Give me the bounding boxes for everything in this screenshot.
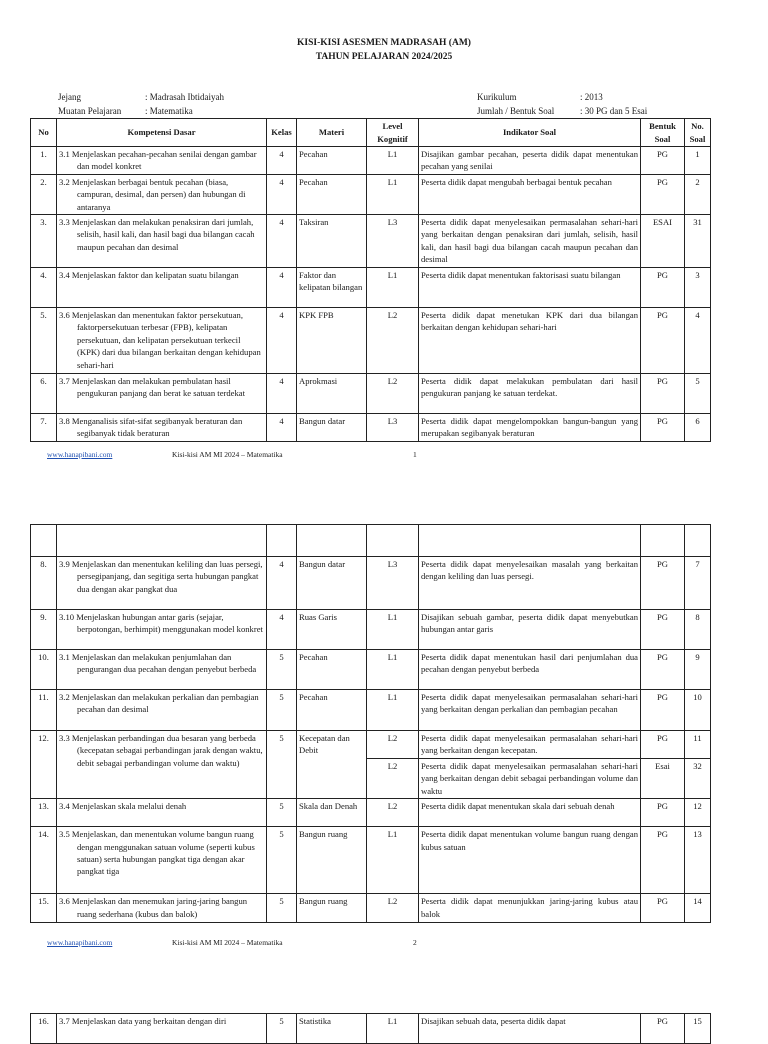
cell-nosoal: 2 bbox=[685, 174, 711, 214]
cell-no: 6. bbox=[31, 374, 57, 414]
cell-indikator: Peserta didik dapat menentukan faktorisasi suatu bilangan bbox=[419, 268, 641, 308]
cell-level: L1 bbox=[367, 174, 419, 214]
table-row bbox=[31, 1014, 711, 1044]
cell-materi: Pecahan bbox=[297, 650, 367, 690]
cell-bentuk: PG bbox=[641, 690, 685, 731]
cell-kelas: 5 bbox=[267, 731, 297, 799]
cell-kelas: 5 bbox=[267, 799, 297, 827]
table-row bbox=[31, 610, 711, 650]
table-row bbox=[31, 174, 711, 214]
cell-kd: 3.6 Menjelaskan dan menentukan faktor persekutuan, faktorpersekutuan terbesar (FPB), kelipatan persekutuan, dan kelipatan persekutuan terkecil (KPK) dari dua bilangan berkaitan dengan kehidupan sehari-hari bbox=[57, 308, 267, 374]
cell-bentuk: PG bbox=[641, 650, 685, 690]
cell-indikator: Peserta didik dapat mengelompokkan bangun-bangun yang merupakan segibanyak beraturan bbox=[419, 414, 641, 442]
cell-nosoal: 15 bbox=[685, 1014, 711, 1044]
footer-page-number: 1 bbox=[413, 450, 417, 459]
cell-kd: 3.4 Menjelaskan faktor dan kelipatan suatu bilangan bbox=[57, 268, 267, 308]
cell-bentuk: PG bbox=[641, 1014, 685, 1044]
cell-kd: 3.3 Menjelaskan perbandingan dua besaran yang berbeda (kecepatan sebagai perbandingan jarak dengan waktu, debit sebagai perbandingan volume dan waktu) bbox=[57, 731, 267, 799]
cell-bentuk: PG bbox=[641, 557, 685, 610]
table-row bbox=[31, 147, 711, 175]
cell-indikator: Peserta didik dapat melakukan pembulatan dari hasil pengukuran panjang ke satuan terdekat. bbox=[419, 374, 641, 414]
cell-kelas: 5 bbox=[267, 650, 297, 690]
cell-kd: 3.5 Menjelaskan, dan menentukan volume bangun ruang dengan menggunakan satuan volume (seperti kubus satuan) serta hubungan pangkat tiga dengan akar pangkat tiga bbox=[57, 827, 267, 894]
muatan-label: Muatan Pelajaran bbox=[58, 106, 122, 116]
footer-doc-title: Kisi-kisi AM MI 2024 – Matematika bbox=[172, 450, 283, 459]
cell-nosoal: 4 bbox=[685, 308, 711, 374]
jenjang-value: : Madrasah Ibtidaiyah bbox=[145, 92, 224, 102]
cell-kd: 3.10 Menjelaskan hubungan antar garis (sejajar, berpotongan, berhimpit) menggunakan model konkret bbox=[57, 610, 267, 650]
cell-indikator: Disajikan gambar pecahan, peserta didik dapat menentukan pecahan yang senilai bbox=[419, 147, 641, 175]
table-row bbox=[31, 650, 711, 690]
cell-bentuk: PG bbox=[641, 610, 685, 650]
repeated-header-row-empty bbox=[31, 525, 711, 557]
cell-kelas: 4 bbox=[267, 174, 297, 214]
cell-kelas: 5 bbox=[267, 827, 297, 894]
table-row bbox=[31, 731, 711, 759]
cell-indikator: Peserta didik dapat menyelesaikan permasalahan sehari-hari yang berkaitan dengan debit sebagai perbandingan volume dan waktu bbox=[419, 759, 641, 799]
cell-nosoal: 11 bbox=[685, 731, 711, 759]
cell-level: L1 bbox=[367, 610, 419, 650]
cell-kd: 3.6 Menjelaskan dan menemukan jaring-jaring bangun ruang sederhana (kubus dan balok) bbox=[57, 894, 267, 923]
cell-no: 13. bbox=[31, 799, 57, 827]
cell-nosoal: 6 bbox=[685, 414, 711, 442]
cell-materi: Taksiran bbox=[297, 215, 367, 268]
cell-materi: Statistika bbox=[297, 1014, 367, 1044]
cell-level: L1 bbox=[367, 1014, 419, 1044]
table-row bbox=[31, 690, 711, 731]
cell-nosoal: 32 bbox=[685, 759, 711, 799]
cell-kd: 3.1 Menjelaskan dan melakukan penjumlahan dan pengurangan dua pecahan dengan penyebut berbeda bbox=[57, 650, 267, 690]
header-kelas: Kelas bbox=[267, 119, 297, 147]
cell-no: 9. bbox=[31, 610, 57, 650]
cell-materi: Pecahan bbox=[297, 174, 367, 214]
cell-bentuk: Esai bbox=[641, 759, 685, 799]
cell-kd: 3.2 Menjelaskan dan melakukan perkalian dan pembagian pecahan dan desimal bbox=[57, 690, 267, 731]
table-row bbox=[31, 557, 711, 610]
header-materi: Materi bbox=[297, 119, 367, 147]
cell-indikator: Peserta didik dapat menentukan hasil dari penjumlahan dua pecahan dengan penyebut berbeda bbox=[419, 650, 641, 690]
cell-bentuk: PG bbox=[641, 174, 685, 214]
table-row bbox=[31, 414, 711, 442]
footer-website-link[interactable]: www.hanapibani.com bbox=[47, 938, 113, 947]
cell-indikator: Peserta didik dapat menetukan KPK dari dua bilangan berkaitan dengan kehidupan sehari-hari bbox=[419, 308, 641, 374]
footer-website-link[interactable]: www.hanapibani.com bbox=[47, 450, 113, 459]
cell-level: L1 bbox=[367, 147, 419, 175]
cell-kd: 3.3 Menjelaskan dan melakukan penaksiran dari jumlah, selisih, hasil kali, dan hasil bagi dua bilangan cacah maupun pecahan dan desimal bbox=[57, 215, 267, 268]
cell-kd: 3.7 Menjelaskan data yang berkaitan dengan diri bbox=[57, 1014, 267, 1044]
cell-kelas: 5 bbox=[267, 690, 297, 731]
cell-level: L1 bbox=[367, 650, 419, 690]
cell-kelas: 4 bbox=[267, 147, 297, 175]
cell-bentuk: PG bbox=[641, 894, 685, 923]
cell-kelas: 4 bbox=[267, 215, 297, 268]
header-level-kognitif: Level Kognitif bbox=[367, 119, 419, 147]
document-subtitle: TAHUN PELAJARAN 2024/2025 bbox=[315, 52, 453, 62]
cell-kelas: 4 bbox=[267, 268, 297, 308]
cell-indikator: Peserta didik dapat menentukan skala dari sebuah denah bbox=[419, 799, 641, 827]
cell-bentuk: PG bbox=[641, 827, 685, 894]
cell-nosoal: 8 bbox=[685, 610, 711, 650]
cell-nosoal: 9 bbox=[685, 650, 711, 690]
table-row bbox=[31, 799, 711, 827]
cell-no: 16. bbox=[31, 1014, 57, 1044]
cell-no: 3. bbox=[31, 215, 57, 268]
cell-no: 5. bbox=[31, 308, 57, 374]
cell-materi: KPK FPB bbox=[297, 308, 367, 374]
cell-no: 8. bbox=[31, 557, 57, 610]
cell-no: 7. bbox=[31, 414, 57, 442]
cell-no: 15. bbox=[31, 894, 57, 923]
cell-bentuk: PG bbox=[641, 147, 685, 175]
header-kompetensi-dasar: Kompetensi Dasar bbox=[57, 119, 267, 147]
cell-materi: Bangun datar bbox=[297, 557, 367, 610]
table-row bbox=[31, 374, 711, 414]
kisi-table-page-1 bbox=[30, 118, 711, 442]
cell-nosoal: 7 bbox=[685, 557, 711, 610]
footer-page-number: 2 bbox=[413, 938, 417, 947]
cell-kd: 3.4 Menjelaskan skala melalui denah bbox=[57, 799, 267, 827]
kisi-table-page-2 bbox=[30, 524, 711, 923]
cell-materi: Pecahan bbox=[297, 147, 367, 175]
cell-nosoal: 5 bbox=[685, 374, 711, 414]
footer-doc-title: Kisi-kisi AM MI 2024 – Matematika bbox=[172, 938, 283, 947]
cell-bentuk: PG bbox=[641, 731, 685, 759]
cell-level: L1 bbox=[367, 268, 419, 308]
jenjang-label: Jejang bbox=[58, 92, 81, 102]
cell-indikator: Peserta didik dapat menyelesaikan permasalahan sehari-hari yang berkaitan dengan kecepatan. bbox=[419, 731, 641, 759]
cell-no: 14. bbox=[31, 827, 57, 894]
cell-nosoal: 12 bbox=[685, 799, 711, 827]
table-row bbox=[31, 268, 711, 308]
cell-no: 1. bbox=[31, 147, 57, 175]
cell-indikator: Peserta didik dapat mengubah berbagai bentuk pecahan bbox=[419, 174, 641, 214]
cell-indikator: Disajikan sebuah data, peserta didik dapat bbox=[419, 1014, 641, 1044]
cell-level: L2 bbox=[367, 799, 419, 827]
cell-bentuk: PG bbox=[641, 799, 685, 827]
cell-kd: 3.9 Menjelaskan dan menentukan keliling dan luas persegi, persegipanjang, dan segitiga serta hubungan pangkat dua dengan akar pangkat dua bbox=[57, 557, 267, 610]
cell-indikator: Peserta didik dapat menyelesaikan permasalahan sehari-hari yang berkaitan dengan penaksiran dari jumlah, selisih, hasil kali, dan hasil bagi dua bilangan cacah maupun pecahan dan desimal bbox=[419, 215, 641, 268]
cell-kelas: 4 bbox=[267, 374, 297, 414]
header-bentuk-soal: Bentuk Soal bbox=[641, 119, 685, 147]
cell-indikator: Peserta didik dapat menunjukkan jaring-jaring kubus atau balok bbox=[419, 894, 641, 923]
kurikulum-label: Kurikulum bbox=[477, 92, 517, 102]
cell-indikator: Peserta didik dapat menyelesaikan permasalahan sehari-hari yang berkaitan dengan perkalian dan pembagian pecahan bbox=[419, 690, 641, 731]
cell-indikator: Peserta didik dapat menentukan volume bangun ruang dengan kubus satuan bbox=[419, 827, 641, 894]
cell-kd: 3.7 Menjelaskan dan melakukan pembulatan hasil pengukuran panjang dan berat ke satuan terdekat bbox=[57, 374, 267, 414]
cell-level: L2 bbox=[367, 374, 419, 414]
page-footer-1 bbox=[47, 450, 647, 459]
table-row bbox=[31, 827, 711, 894]
cell-materi: Aprokmasi bbox=[297, 374, 367, 414]
cell-level: L2 bbox=[367, 308, 419, 374]
cell-kd: 3.1 Menjelaskan pecahan-pecahan senilai dengan gambar dan model konkret bbox=[57, 147, 267, 175]
cell-no: 10. bbox=[31, 650, 57, 690]
cell-no: 4. bbox=[31, 268, 57, 308]
cell-level: L2 bbox=[367, 759, 419, 799]
cell-materi: Ruas Garis bbox=[297, 610, 367, 650]
cell-materi: Bangun ruang bbox=[297, 894, 367, 923]
cell-bentuk: PG bbox=[641, 414, 685, 442]
cell-kelas: 5 bbox=[267, 1014, 297, 1044]
cell-materi: Pecahan bbox=[297, 690, 367, 731]
cell-level: L3 bbox=[367, 557, 419, 610]
cell-bentuk: PG bbox=[641, 308, 685, 374]
cell-kelas: 4 bbox=[267, 557, 297, 610]
jumlah-value: : 30 PG dan 5 Esai bbox=[580, 106, 648, 116]
kurikulum-value: : 2013 bbox=[580, 92, 603, 102]
cell-no: 12. bbox=[31, 731, 57, 799]
cell-materi: Faktor dan kelipatan bilangan bbox=[297, 268, 367, 308]
cell-kd: 3.2 Menjelaskan berbagai bentuk pecahan (biasa, campuran, desimal, dan persen) dan hubungan di antaranya bbox=[57, 174, 267, 214]
cell-no: 11. bbox=[31, 690, 57, 731]
cell-level: L1 bbox=[367, 827, 419, 894]
cell-kd: 3.8 Menganalisis sifat-sifat segibanyak beraturan dan segibanyak tidak beraturan bbox=[57, 414, 267, 442]
cell-bentuk: PG bbox=[641, 268, 685, 308]
cell-level: L1 bbox=[367, 690, 419, 731]
cell-kelas: 4 bbox=[267, 308, 297, 374]
table-row bbox=[31, 215, 711, 268]
cell-kelas: 4 bbox=[267, 414, 297, 442]
kisi-table-page-3 bbox=[30, 1013, 711, 1044]
cell-indikator: Peserta didik dapat menyelesaikan masalah yang berkaitan dengan keliling dan luas persegi. bbox=[419, 557, 641, 610]
cell-nosoal: 3 bbox=[685, 268, 711, 308]
cell-bentuk: PG bbox=[641, 374, 685, 414]
cell-level: L3 bbox=[367, 414, 419, 442]
cell-nosoal: 13 bbox=[685, 827, 711, 894]
cell-nosoal: 10 bbox=[685, 690, 711, 731]
cell-level: L2 bbox=[367, 731, 419, 759]
muatan-value: : Matematika bbox=[145, 106, 193, 116]
cell-nosoal: 14 bbox=[685, 894, 711, 923]
header-no-soal: No. Soal bbox=[685, 119, 711, 147]
cell-materi: Kecepatan dan Debit bbox=[297, 731, 367, 799]
cell-kelas: 4 bbox=[267, 610, 297, 650]
cell-nosoal: 31 bbox=[685, 215, 711, 268]
cell-materi: Skala dan Denah bbox=[297, 799, 367, 827]
page-footer-2 bbox=[47, 938, 647, 947]
cell-materi: Bangun ruang bbox=[297, 827, 367, 894]
table-row bbox=[31, 894, 711, 923]
cell-no: 2. bbox=[31, 174, 57, 214]
cell-kelas: 5 bbox=[267, 894, 297, 923]
table-header-row bbox=[31, 119, 711, 147]
cell-materi: Bangun datar bbox=[297, 414, 367, 442]
header-no: No bbox=[31, 119, 57, 147]
cell-nosoal: 1 bbox=[685, 147, 711, 175]
jumlah-label: Jumlah / Bentuk Soal bbox=[477, 106, 555, 116]
cell-bentuk: ESAI bbox=[641, 215, 685, 268]
header-indikator-soal: Indikator Soal bbox=[419, 119, 641, 147]
document-title: KISI-KISI ASESMEN MADRASAH (AM) bbox=[297, 38, 471, 48]
cell-level: L3 bbox=[367, 215, 419, 268]
table-row bbox=[31, 308, 711, 374]
cell-level: L2 bbox=[367, 894, 419, 923]
cell-indikator: Disajikan sebuah gambar, peserta didik dapat menyebutkan hubungan antar garis bbox=[419, 610, 641, 650]
